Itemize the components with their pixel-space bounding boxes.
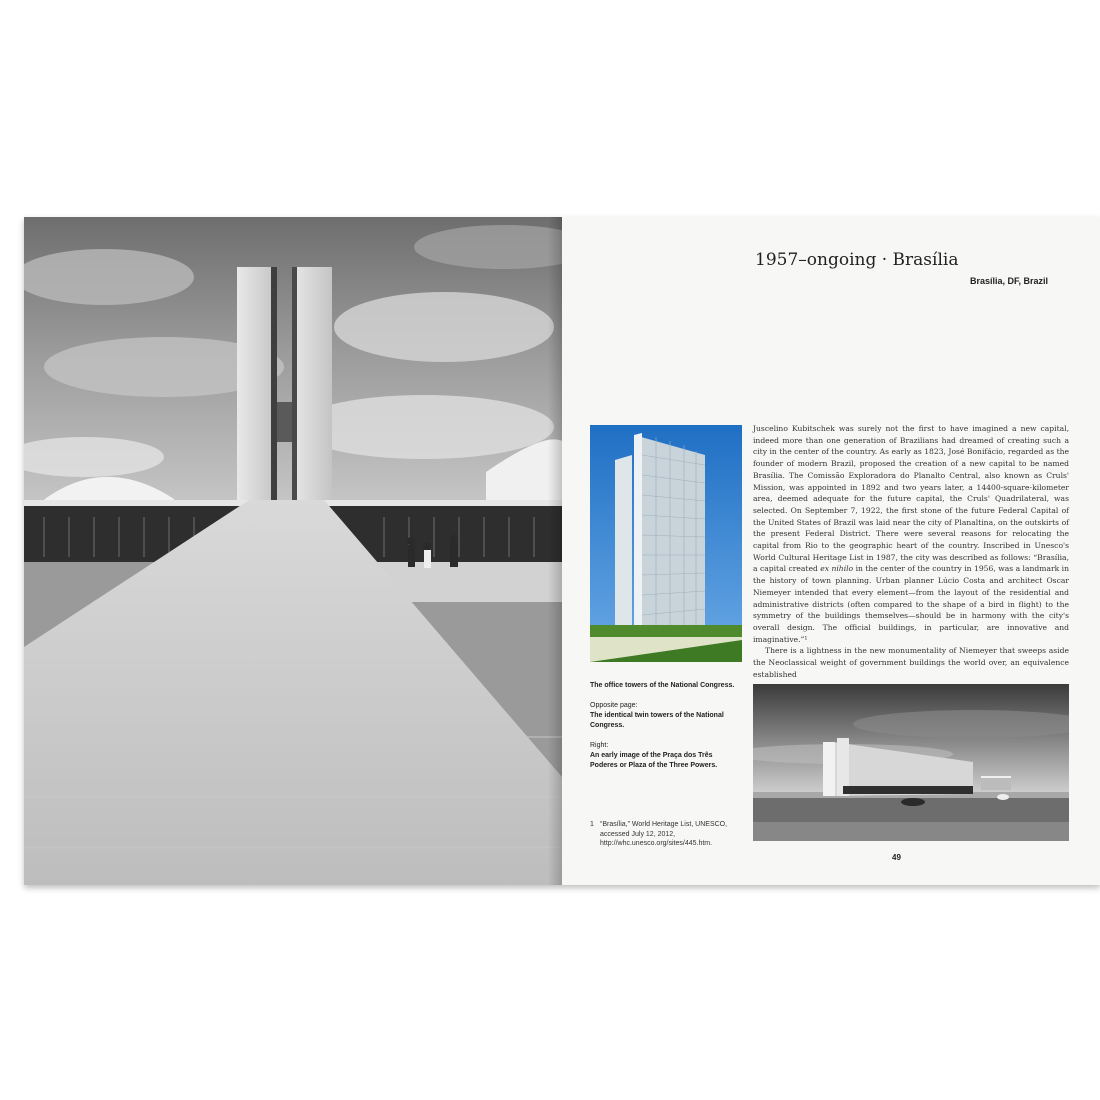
plaza-three-powers-photo bbox=[753, 684, 1069, 841]
caption-right-text: An early image of the Praça dos Três Poderes or Plaza of the Three Powers. bbox=[590, 752, 718, 769]
body-paragraph-1-italic-term: ex nihilo bbox=[820, 564, 854, 574]
page-subtitle-location: Brasília, DF, Brazil bbox=[969, 276, 1048, 286]
body-paragraph-1-part-2: in the center of the country in 1956, was a landmark in the history of town planning. Urban planner Lúcio Costa and architect Oscar Niemeyer intended that every element—from the layout of the residential and administrative districts (often compared to the shape of a bird in flight) to the symmetry of the buildings themselves—should be in harmony with the city's overall design. The official buildings, in particular, are innovative and imaginative.”¹ bbox=[753, 564, 1069, 644]
captions bbox=[590, 681, 740, 771]
body-paragraph-1-part-1: Juscelino Kubitschek was surely not the first to have imagined a new capital, indeed more than one generation of Brazilians had dreamed of creating such a city in the center of the country. As early as 1823, José Bonifácio, regarded as the founder of modern Brazil, proposed the creation of a new capital to be named Brasília. The Comissão Exploradora do Planalto Central, also known as Cruls' Mission, was appointed in 1892 and two years later, a 14400-square-kilometer area, deemed adequate for the future capital, the Cruls' Quadrilateral, was selected. On September 7, 1922, the first stone of the future Federal Capital of the United States of Brazil was laid near the city of Planaltina, on the outskirts of the present Federal District. There were several reasons for relocating the capital from Rio to the geographic heart of the country. Inscribed in Unesco's World Cultural Heritage List in 1987, the city was described as follows: “Brasília, a capital created bbox=[753, 424, 1069, 574]
caption-opposite-label: Opposite page: bbox=[590, 702, 638, 709]
right-page bbox=[562, 217, 1100, 885]
body-text bbox=[753, 423, 1069, 680]
body-paragraph-1 bbox=[753, 423, 1069, 645]
office-towers-photo bbox=[590, 425, 742, 662]
left-page-photo bbox=[24, 217, 562, 885]
body-paragraph-2: There is a lightness in the new monumentality of Niemeyer that sweeps aside the Neoclassical weight of government buildings the world over, an equivalence established bbox=[753, 646, 1069, 679]
caption-office-towers: The office towers of the National Congress. bbox=[590, 682, 735, 689]
plaza-three-powers-image bbox=[753, 684, 1069, 841]
caption-right-label: Right: bbox=[590, 742, 609, 749]
caption-opposite-text: The identical twin towers of the National Congress. bbox=[590, 712, 724, 729]
congress-twin-towers-photo bbox=[24, 217, 562, 885]
footnote-text: “Brasília,” World Heritage List, UNESCO, accessed July 12, 2012, http://whc.unesco.org/sites/445.htm. bbox=[600, 821, 728, 847]
footnote-number: 1 bbox=[590, 821, 594, 828]
office-towers-image bbox=[590, 425, 742, 662]
page-title: 1957–ongoing · Brasília bbox=[755, 250, 959, 270]
page-number: 49 bbox=[892, 853, 901, 862]
footnote bbox=[590, 820, 750, 849]
